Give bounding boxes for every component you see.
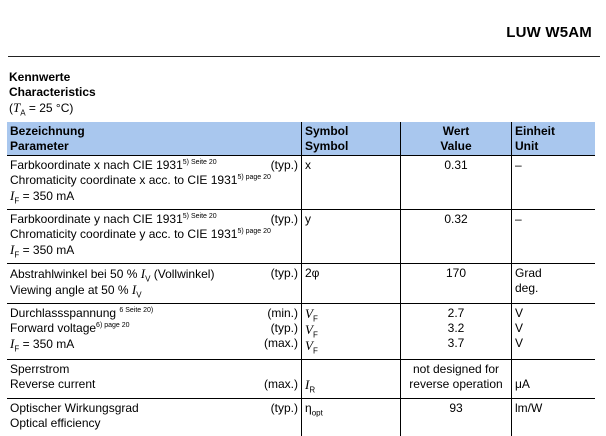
section-heading	[9, 70, 96, 116]
param-en: Chromaticity coordinate y acc. to CIE 1931	[10, 227, 237, 241]
unit-cell	[512, 264, 596, 304]
table-row	[7, 360, 595, 399]
qualifier: (typ.)	[271, 158, 298, 173]
header-parameter	[7, 122, 302, 156]
unit-cell	[512, 399, 596, 436]
symbol-cell	[302, 360, 401, 399]
param-en: Optical efficiency	[10, 416, 298, 431]
symbol-cell	[302, 264, 401, 304]
header-param-en: Parameter	[10, 139, 298, 154]
section-title-en: Characteristics	[9, 85, 96, 100]
unit-cell	[512, 156, 596, 210]
condition-symbol: T	[13, 100, 20, 115]
header-symbol-de: Symbol	[305, 124, 397, 139]
table-row	[7, 399, 595, 436]
value-line-1: not designed for	[404, 362, 508, 377]
symbol: η	[305, 401, 312, 415]
symbol: 2φ	[305, 266, 319, 280]
condition-value: = 25 °C)	[26, 101, 74, 115]
footnote-ref: 5) page 20	[237, 174, 270, 181]
unit: –	[515, 158, 522, 172]
param-cell	[7, 210, 302, 264]
param-symbol: I	[141, 266, 145, 281]
unit: V	[515, 306, 592, 321]
cond-value: = 350 mA	[19, 189, 74, 203]
value: 93	[449, 401, 462, 415]
symbol-subscript: F	[313, 346, 318, 355]
value-typ: 3.2	[404, 321, 508, 336]
unit: V	[515, 336, 592, 351]
unit-cell	[512, 304, 596, 360]
header-unit-en: Unit	[515, 139, 592, 154]
param-de: Optischer Wirkungsgrad	[10, 401, 139, 416]
cond-subscript: F	[14, 344, 19, 353]
symbol-subscript: F	[313, 330, 318, 339]
value: 170	[446, 266, 466, 280]
cond-subscript: F	[14, 196, 19, 205]
param-de: Farbkoordinate x nach CIE 1931	[10, 158, 183, 172]
symbol: V	[305, 306, 313, 321]
param-symbol: I	[132, 282, 136, 297]
unit-en: deg.	[515, 281, 592, 296]
product-name: LUW W5AM	[506, 24, 592, 41]
footnote-ref: 6) page 20	[96, 322, 129, 329]
header-value	[401, 122, 512, 156]
symbol-subscript: opt	[312, 408, 323, 417]
cond-value: = 350 mA	[19, 337, 74, 351]
header-rule	[8, 56, 600, 57]
symbol: V	[305, 322, 313, 337]
qualifier: (typ.)	[271, 401, 298, 416]
footnote-ref: 5) page 20	[237, 228, 270, 235]
param-en: Forward voltage	[10, 321, 96, 335]
value-cell	[401, 264, 512, 304]
unit-cell	[512, 360, 596, 399]
param-en: Chromaticity coordinate x acc. to CIE 1931	[10, 173, 237, 187]
cond-symbol: I	[10, 188, 14, 203]
symbol-cell	[302, 399, 401, 436]
section-condition: ($T_A = 25$ °C)	[9, 100, 96, 116]
unit: –	[515, 212, 522, 226]
unit-de: Grad	[515, 266, 592, 281]
table-row	[7, 210, 595, 264]
param-de: Durchlassspannung	[10, 306, 119, 320]
symbol-cell	[302, 210, 401, 264]
param-de: Farbkoordinate y nach CIE 1931	[10, 212, 183, 226]
characteristics-table	[7, 122, 595, 436]
value-line-2: reverse operation	[404, 377, 508, 392]
param-cell	[7, 360, 302, 399]
cond-symbol: I	[10, 242, 14, 257]
header-symbol	[302, 122, 401, 156]
param-cell	[7, 156, 302, 210]
header-unit	[512, 122, 596, 156]
qualifier: (max.)	[264, 377, 298, 392]
value-cell	[401, 210, 512, 264]
header-value-de: Wert	[404, 124, 508, 139]
symbol-cell	[302, 156, 401, 210]
qualifier-max: (max.)	[264, 336, 298, 352]
symbol: y	[305, 212, 311, 226]
footnote-ref: 6 Seite 20)	[119, 307, 153, 314]
value: 0.32	[444, 212, 467, 226]
table-row	[7, 264, 595, 304]
qualifier: (typ.)	[271, 212, 298, 227]
symbol: I	[305, 377, 309, 392]
qualifier: (typ.)	[271, 266, 298, 282]
param-de: Sperrstrom	[10, 362, 298, 377]
param-en: Reverse current	[10, 377, 95, 392]
param-cell	[7, 399, 302, 436]
value-cell	[401, 399, 512, 436]
value: 0.31	[444, 158, 467, 172]
qualifier-min: (min.)	[267, 306, 298, 321]
unit-cell	[512, 210, 596, 264]
table-header-row	[7, 122, 595, 156]
param-cell	[7, 304, 302, 360]
symbol-subscript: F	[313, 314, 318, 323]
unit: μA	[515, 377, 592, 392]
symbol-cell	[302, 304, 401, 360]
cond-subscript: F	[14, 250, 19, 259]
value-cell	[401, 156, 512, 210]
param-subscript: V	[145, 274, 150, 283]
symbol: x	[305, 158, 311, 172]
param-subscript: V	[136, 290, 141, 299]
param-de-tail: (Vollwinkel)	[150, 267, 214, 281]
qualifier-typ: (typ.)	[271, 321, 298, 336]
header-symbol-en: Symbol	[305, 139, 397, 154]
condition-subscript: A	[20, 108, 25, 117]
param-en: Viewing angle at 50 %	[10, 283, 132, 297]
cond-symbol: I	[10, 336, 14, 351]
section-title-de: Kennwerte	[9, 70, 96, 85]
table-row	[7, 156, 595, 210]
cond-value: = 350 mA	[19, 243, 74, 257]
footnote-ref: 5) Seite 20	[183, 213, 217, 220]
header-unit-de: Einheit	[515, 124, 592, 139]
header-param-de: Bezeichnung	[10, 124, 298, 139]
value-cell	[401, 304, 512, 360]
footnote-ref: 5) Seite 20	[183, 159, 217, 166]
unit: lm/W	[515, 401, 542, 415]
param-cell	[7, 264, 302, 304]
value-min: 2.7	[404, 306, 508, 321]
value-cell	[401, 360, 512, 399]
unit: V	[515, 321, 592, 336]
param-de: Abstrahlwinkel bei 50 %	[10, 267, 141, 281]
header-value-en: Value	[404, 139, 508, 154]
symbol: V	[305, 338, 313, 353]
symbol-subscript: R	[309, 385, 315, 394]
value-max: 3.7	[404, 336, 508, 351]
table-row	[7, 304, 595, 360]
